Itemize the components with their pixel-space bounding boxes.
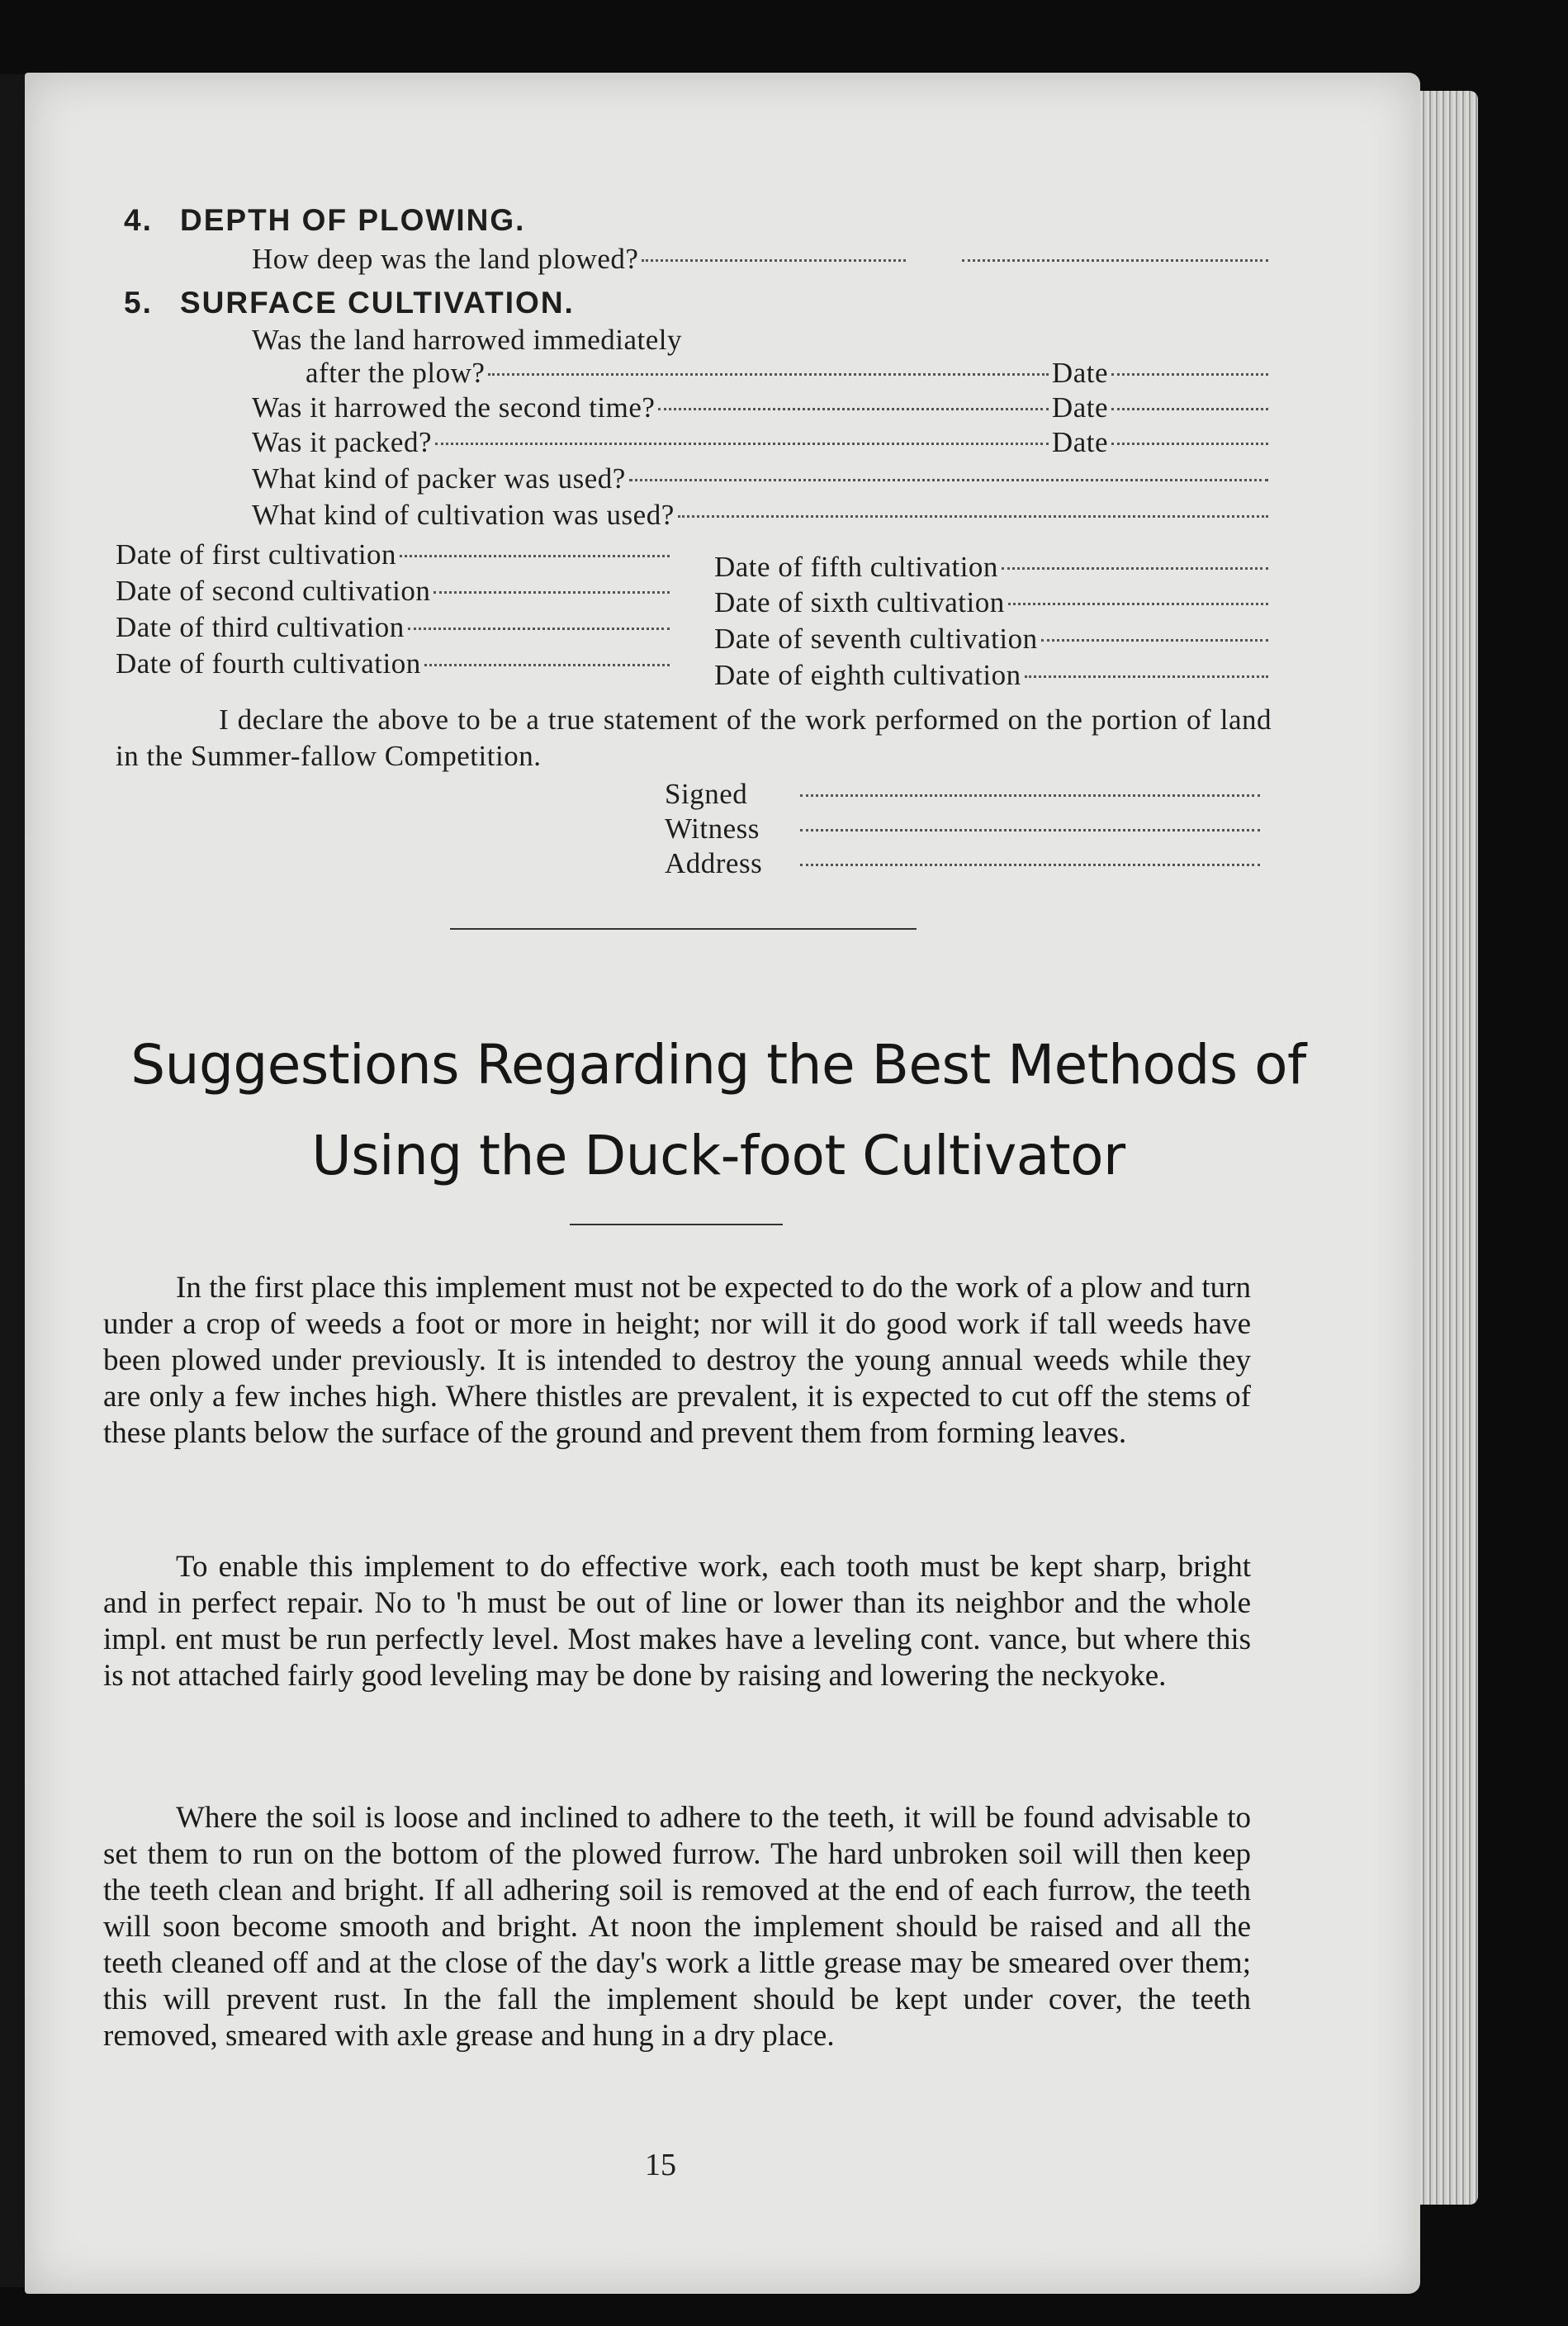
cultivation-date-row (116, 646, 673, 682)
cultivation-kind-field[interactable] (678, 515, 1268, 518)
signed-field[interactable] (800, 794, 1260, 797)
page-edges (1420, 91, 1478, 2205)
second-harrow-row (252, 390, 1272, 426)
cultivation-date-field[interactable] (1041, 639, 1268, 642)
address-field[interactable] (800, 864, 1260, 866)
section-4-number: 4. (124, 203, 153, 237)
cultivation-date-field[interactable] (400, 555, 670, 557)
plowing-depth-question: How deep was the land plowed? (252, 243, 639, 275)
cultivation-date-label: Date of seventh cultivation (714, 623, 1038, 655)
witness-row (665, 811, 1263, 847)
second-harrow-date-field[interactable] (1111, 408, 1268, 410)
section-5-title: SURFACE CULTIVATION. (180, 286, 575, 320)
cultivation-date-label: Date of second cultivation (116, 575, 431, 607)
signed-row (665, 776, 1263, 812)
article-paragraph: Where the soil is loose and inclined to adhere to the teeth, it will be found advisable to set them to run on the bottom of the plowed furrow. The hard unbroken soil will then keep the teeth clean and bright. If all adhering soil is removed at the end of each furrow, the teeth will soon become smooth and bright. At noon the implement should be raised and all the teeth cleaned off and at the close of the day's work a little grease may be smeared over them; this will prevent rust. In the fall the implement should be kept under cover, the teeth removed, smeared with axle grease and hung in a dry place. (103, 1801, 1251, 2053)
section-4-heading (124, 202, 525, 239)
packer-field[interactable] (629, 479, 1268, 481)
address-row (665, 846, 1263, 882)
packed-row (252, 424, 1272, 461)
harrowed-date-label: Date (1051, 357, 1108, 389)
second-harrow-question: Was it harrowed the second time? (252, 391, 656, 424)
second-harrow-date-label: Date (1051, 391, 1108, 424)
cultivation-date-field[interactable] (408, 628, 670, 630)
title-underline (570, 1224, 783, 1225)
cultivation-date-label: Date of sixth cultivation (714, 586, 1005, 618)
packed-date-field[interactable] (1111, 443, 1268, 445)
cultivation-kind-row (252, 497, 1272, 533)
cultivation-date-row (714, 549, 1272, 585)
signed-label: Signed (665, 778, 748, 810)
cultivation-kind-question: What kind of cultivation was used? (252, 499, 675, 531)
cultivation-date-label: Date of third cultivation (116, 611, 405, 643)
witness-label: Witness (665, 812, 760, 845)
harrowed-question-line2: after the plow? (306, 357, 486, 389)
harrowed-question-line1: Was the land harrowed immediately (252, 324, 683, 356)
harrowed-field[interactable] (488, 373, 1049, 376)
cultivation-date-field[interactable] (1025, 675, 1268, 678)
packed-question: Was it packed? (252, 426, 432, 458)
cultivation-date-row (116, 609, 673, 646)
section-4-title: DEPTH OF PLOWING. (180, 203, 526, 237)
cultivation-date-label: Date of first cultivation (116, 538, 397, 571)
cultivation-date-row (714, 621, 1272, 657)
cultivation-date-row (116, 537, 673, 573)
declaration-text: I declare the above to be a true statement of the work performed on the portion of land in the Summer-fallow Competition. (116, 703, 1272, 772)
cultivation-date-field[interactable] (1002, 567, 1268, 570)
article-title (74, 1020, 1362, 1201)
book-spine (0, 74, 25, 2287)
section-divider (450, 928, 917, 930)
packed-field[interactable] (435, 443, 1049, 445)
packer-question: What kind of packer was used? (252, 462, 626, 495)
article-title-line2: Using the Duck-foot Cultivator (311, 1124, 1125, 1187)
cultivation-date-label: Date of eighth cultivation (714, 659, 1021, 691)
page-number: 15 (645, 2148, 676, 2182)
harrowed-date-field[interactable] (1111, 373, 1268, 376)
cultivation-date-field[interactable] (424, 664, 670, 666)
address-label: Address (665, 847, 763, 879)
packer-row (252, 461, 1272, 497)
harrowed-row (306, 355, 1272, 391)
packed-date-label: Date (1051, 426, 1108, 458)
witness-field[interactable] (800, 829, 1260, 831)
second-harrow-field[interactable] (658, 408, 1048, 410)
section-5-number: 5. (124, 286, 153, 320)
cultivation-date-label: Date of fifth cultivation (714, 551, 998, 583)
cultivation-date-row (116, 573, 673, 609)
article-paragraph: In the first place this implement must not be expected to do the work of a plow and turn under a crop of weeds a foot or more in height; nor will it do good work if tall weeds have been plowed under previously. It is intended to destroy the young annual weeds while they are only a few inches high. Where thistles are prevalent, it is expected to cut off the stems of these plants below the surface of the ground and prevent them from forming leaves. (103, 1271, 1251, 1450)
article-paragraph: To enable this implement to do effective work, each tooth must be kept sharp, bright and in perfect repair. No to 'h must be out of line or lower than its neighbor and the whole impl. ent must be run perfectly level. Most makes have a leveling cont. vance, but where this is not attached fairly good leveling may be done by raising and lowering the neckyoke. (103, 1550, 1251, 1693)
plowing-depth-field-2[interactable] (962, 259, 1268, 262)
section-5-heading (124, 285, 575, 321)
cultivation-date-field[interactable] (433, 591, 670, 594)
cultivation-date-field[interactable] (1008, 603, 1268, 605)
plowing-depth-field[interactable] (642, 259, 906, 262)
cultivation-date-row (714, 657, 1272, 694)
plowing-depth-row (252, 241, 1272, 277)
article-title-line1: Suggestions Regarding the Best Methods of (130, 1033, 1306, 1097)
cultivation-date-label: Date of fourth cultivation (116, 647, 421, 680)
cultivation-date-row (714, 585, 1272, 621)
